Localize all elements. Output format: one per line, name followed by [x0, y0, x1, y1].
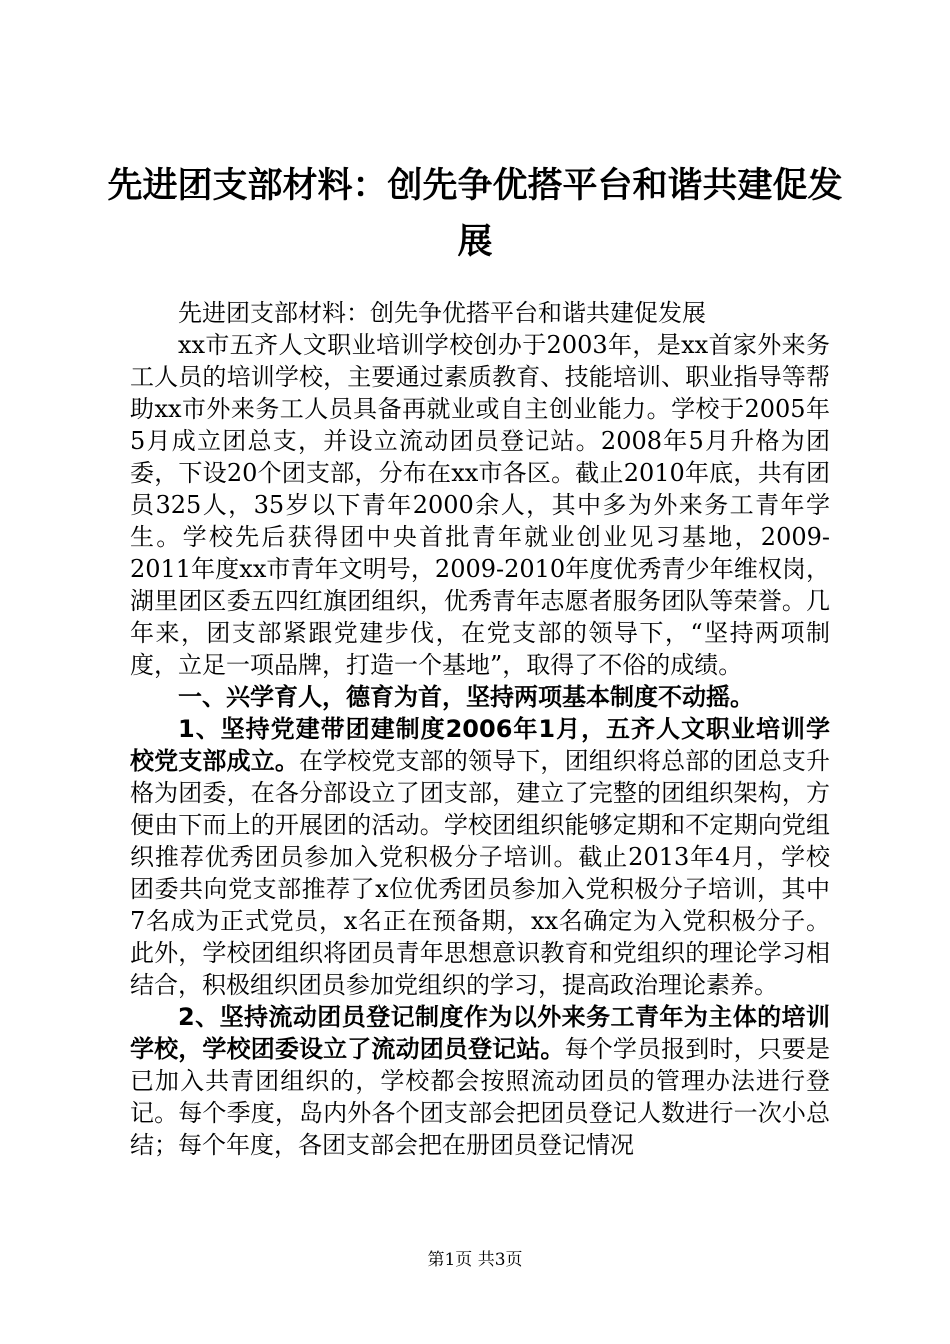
page-number-footer: 第1页 共3页 [427, 1250, 523, 1270]
document-body [130, 297, 830, 1161]
section-heading-1: 一、兴学育人，德育为首，坚持两项基本制度不动摇。 [178, 683, 754, 711]
paragraph-item-2 [130, 1001, 830, 1161]
paragraph-intro: xx市五齐人文职业培训学校创办于2003年，是xx首家外来务工人员的培训学校，主要通过素质教育、技能培训、职业指导等帮助xx市外来务工人员具备再就业或自主创业能力。学校于2005年5月成立团总支，并设立流动团员登记站。2008年5月升格为团委，下设20个团支部，分布在xx市各区。截止2010年底，共有团员325人，35岁以下青年2000余人，其中多为外来务工青年学生。学校先后获得团中央首批青年就业创业见习基地，2009-2011年度xx市青年文明号，2009-2010年度优秀青少年维权岗，湖里团区委五四红旗团组织，优秀青年志愿者服务团队等荣誉。几年来，团支部紧跟党建步伐，在党支部的领导下，“坚持两项制度，立足一项品牌，打造一个基地”，取得了不俗的成绩。 [130, 331, 830, 679]
item-2-text: 每个学员报到时，只要是已加入共青团组织的，学校都会按照流动团员的管理办法进行登记。每个季度，岛内外各个团支部会把团员登记人数进行一次小总结；每个年度，各团支部会把在册团员登记情况 [130, 1035, 831, 1159]
item-1-lead: 1、坚持党建带团建制度2006年1月，五齐人文职业培训学校党支部成立。 [130, 715, 830, 775]
item-1-text: 在学校党支部的领导下，团组织将总部的团总支升格为团委，在各分部设立了团支部，建立了完整的团组织架构，方便由下而上的开展团的活动。学校团组织能够定期和不定期向党组织推荐优秀团员参加入党积极分子培训。截止2013年4月，学校团委共向党支部推荐了x位优秀团员参加入党积极分子培训，其中7名成为正式党员，x名正在预备期，xx名确定为入党积极分子。此外，学校团组织将团员青年思想意识教育和党组织的理论学习相结合，积极组织团员参加党组织的学习，提高政治理论素养。 [130, 747, 830, 999]
document-title: 先进团支部材料：创先争优搭平台和谐共建促发展 [107, 166, 843, 262]
paragraph-subtitle: 先进团支部材料：创先争优搭平台和谐共建促发展 [178, 299, 706, 327]
item-2-lead: 2、坚持流动团员登记制度作为以外来务工青年为主体的培训学校，学校团委设立了流动团员登记站。 [130, 1003, 830, 1063]
paragraph-item-1 [130, 713, 830, 1001]
